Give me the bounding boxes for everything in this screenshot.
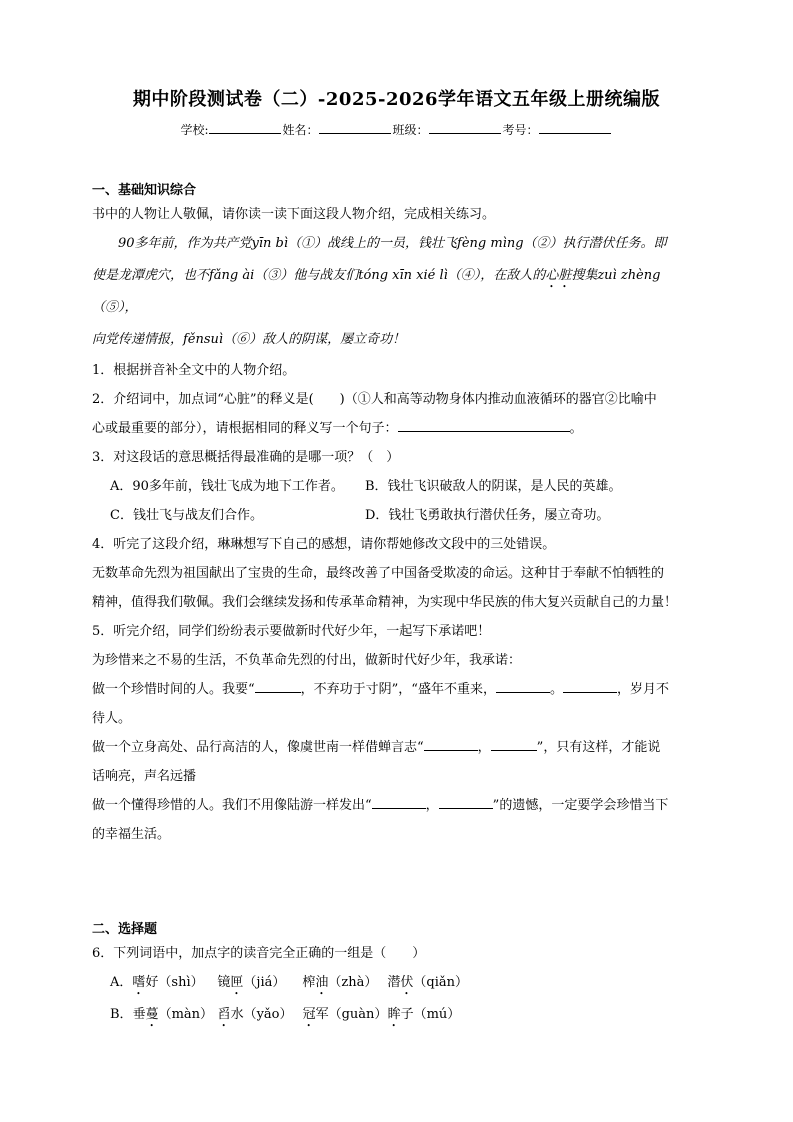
q6-a-w2-rest: （jiá） bbox=[243, 975, 286, 990]
section-gap bbox=[92, 849, 701, 919]
option-a[interactable]: A．90多年前，钱壮飞成为地下工作者。 bbox=[110, 479, 344, 494]
question-2-line-1: 2．介绍词中，加点词“心脏”的释义是( )（①人和高等动物身体内推动血液循环的器官②比喻中 bbox=[92, 392, 657, 407]
q6-a-w2-pre: 镜 bbox=[217, 975, 231, 990]
q6-a-w4-pre: 潜 bbox=[387, 975, 401, 990]
passage-line-2b: 搜集zuì zhèng（⑤）， bbox=[92, 268, 661, 315]
q6-a-w2-dotted: 匣 bbox=[230, 975, 244, 990]
q5-blank-4[interactable] bbox=[424, 736, 478, 751]
q6-b-w1-pre: 垂 bbox=[132, 1007, 146, 1022]
q6-a-word-4 bbox=[387, 967, 472, 999]
q6-a-w1-rest: 好（shì） bbox=[145, 975, 204, 990]
q5-blank-2[interactable] bbox=[496, 678, 550, 693]
q5-l1-text-a: 做一个珍惜时间的人。我要“ bbox=[92, 682, 255, 697]
q6-a-word-1 bbox=[132, 967, 217, 999]
q6-b-word-4 bbox=[388, 999, 473, 1031]
q5-l1-text-d: ，岁月不 bbox=[616, 682, 669, 697]
q6-b-w3-rest: 军（guàn） bbox=[315, 1007, 388, 1022]
q6-b-w2-dotted: 舀 bbox=[217, 1007, 231, 1022]
question-3-options-row-1 bbox=[92, 472, 701, 501]
passage-line-2 bbox=[92, 260, 701, 324]
q5-blank-3[interactable] bbox=[563, 678, 617, 693]
option-b[interactable]: B．钱壮飞识破敌人的阴谋，是人民的英雄。 bbox=[365, 479, 622, 494]
question-2-answer-blank[interactable] bbox=[398, 417, 570, 432]
question-5-line-1-cont: 待人。 bbox=[92, 711, 132, 726]
page-title: 期中阶段测试卷（二）-2025-2026学年语文五年级上册统编版 bbox=[132, 89, 661, 110]
class-label: 班级： bbox=[392, 123, 429, 137]
option-c[interactable]: C．钱壮飞与战友们合作。 bbox=[110, 508, 263, 523]
question-2-prompt: 心或最重要的部分），请根据相同的释义写一个句子： bbox=[92, 421, 398, 436]
student-info-line bbox=[0, 121, 793, 138]
q6-b-word-1 bbox=[133, 999, 218, 1031]
q6-a-w1-dotted: 嗜 bbox=[132, 975, 146, 990]
school-blank[interactable] bbox=[209, 121, 281, 134]
q5-l3-text-c: ”的遗憾，一定要学会珍惜当下 bbox=[492, 798, 669, 813]
question-1: 1．根据拼音补全文中的人物介绍。 bbox=[92, 363, 296, 378]
section1-heading: 一、基础知识综合 bbox=[92, 183, 197, 198]
q6-a-w3-pre: 榨 bbox=[302, 975, 316, 990]
question-3-options-row-2 bbox=[92, 501, 701, 530]
exam-no-label: 考号： bbox=[502, 123, 539, 137]
question-2-period: 。 bbox=[569, 421, 583, 436]
q5-l2-text-c: ”，只有这样，才能说 bbox=[536, 740, 661, 755]
question-5-line-2-cont: 话响亮，声名远播 bbox=[92, 769, 197, 784]
q6-b-word-3 bbox=[303, 999, 388, 1031]
school-label: 学校: bbox=[180, 123, 209, 137]
question-5-intro: 为珍惜来之不易的生活，不负革命先烈的付出，做新时代好少年，我承诺： bbox=[92, 653, 522, 668]
class-blank[interactable] bbox=[429, 121, 501, 134]
q6-a-word-3 bbox=[302, 967, 387, 999]
q6-a-word-2 bbox=[217, 967, 302, 999]
q6-a-w4-dotted: 伏 bbox=[400, 975, 414, 990]
q6-a-w3-dotted: 油 bbox=[315, 975, 329, 990]
q5-l3-text-b: ， bbox=[425, 798, 439, 813]
question-4-text-line-2: 精神，值得我们敬佩。我们会继续发扬和传承革命精神，为实现中华民族的伟大复兴贡献自己的力量！ bbox=[92, 595, 678, 610]
q6-b-w4-dotted: 眸 bbox=[387, 1007, 401, 1022]
question-5: 5．听完介绍，同学们纷纷表示要做新时代好少年，一起写下承诺吧！ bbox=[92, 624, 491, 639]
question-4: 4．听完了这段介绍，琳琳想写下自己的感想，请你帮她修改文段中的三处错误。 bbox=[92, 537, 556, 552]
question-6: 6．下列词语中，加点字的读音完全正确的一组是（ ） bbox=[92, 946, 426, 961]
question-6-option-b[interactable] bbox=[92, 999, 701, 1031]
q6-a-label: A． bbox=[110, 975, 133, 990]
q5-l2-text-b: ， bbox=[477, 740, 491, 755]
q5-blank-6[interactable] bbox=[372, 794, 426, 809]
name-blank[interactable] bbox=[319, 121, 391, 134]
q6-b-w1-rest: （màn） bbox=[158, 1007, 214, 1022]
section1-intro: 书中的人物让人敬佩，请你读一读下面这段人物介绍，完成相关练习。 bbox=[92, 207, 496, 222]
passage-line-2a: 使是龙潭虎穴，也不fǎng ài（③）他与战友们tóng xīn xié lì（④），在敌人的 bbox=[92, 268, 546, 283]
q5-blank-1[interactable] bbox=[255, 678, 301, 693]
q6-a-w4-rest: （qiǎn） bbox=[413, 975, 469, 990]
question-5-line-3-cont: 的幸福生活。 bbox=[92, 827, 171, 842]
question-2-line-2 bbox=[92, 414, 701, 443]
passage-line-1: 90多年前，作为共产党yīn bì（①）战线上的一员，钱壮飞fèng mìng（②）执行潜伏任务。即 bbox=[118, 236, 667, 251]
exam-content bbox=[92, 180, 701, 1031]
q5-l2-text-a: 做一个立身高处、品行高洁的人，像虞世南一样借蝉言志“ bbox=[92, 740, 424, 755]
question-6-option-a[interactable] bbox=[92, 967, 701, 999]
q6-b-w2-rest: 水（yǎo） bbox=[230, 1007, 293, 1022]
exam-no-blank[interactable] bbox=[539, 121, 611, 134]
q6-a-w3-rest: （zhà） bbox=[328, 975, 378, 990]
name-label: 姓名： bbox=[282, 123, 319, 137]
question-5-line-3 bbox=[92, 791, 701, 820]
section2-heading: 二、选择题 bbox=[92, 922, 158, 937]
q6-b-label: B． bbox=[110, 1007, 133, 1022]
q6-b-word-2 bbox=[218, 999, 303, 1031]
q5-blank-5[interactable] bbox=[491, 736, 537, 751]
question-4-text-line-1: 无数革命先烈为祖国献出了宝贵的生命，最终改善了中国备受欺凌的命运。这种甘于奉献不怕牺牲的 bbox=[92, 566, 665, 581]
dotted-word-xinzang: 心脏 bbox=[545, 268, 572, 283]
q5-blank-7[interactable] bbox=[439, 794, 493, 809]
q5-l1-text-b: ，不弃功于寸阴”，“盛年不重来， bbox=[300, 682, 496, 697]
q5-l1-text-c: 。 bbox=[549, 682, 563, 697]
question-5-line-1 bbox=[92, 675, 701, 704]
q6-b-w3-dotted: 冠 bbox=[302, 1007, 316, 1022]
q5-l3-text-a: 做一个懂得珍惜的人。我们不用像陆游一样发出“ bbox=[92, 798, 372, 813]
passage-line-3: 向党传递情报，fěnsuì（⑥）敌人的阴谋，屡立奇功！ bbox=[92, 332, 406, 347]
q6-b-w1-dotted: 蔓 bbox=[145, 1007, 159, 1022]
question-3: 3．对这段话的意思概括得最准确的是哪一项？（ ） bbox=[92, 450, 400, 465]
question-5-line-2 bbox=[92, 733, 701, 762]
option-d[interactable]: D．钱壮飞勇敢执行潜伏任务，屡立奇功。 bbox=[365, 508, 610, 523]
q6-b-w4-rest: 子（mú） bbox=[400, 1007, 461, 1022]
